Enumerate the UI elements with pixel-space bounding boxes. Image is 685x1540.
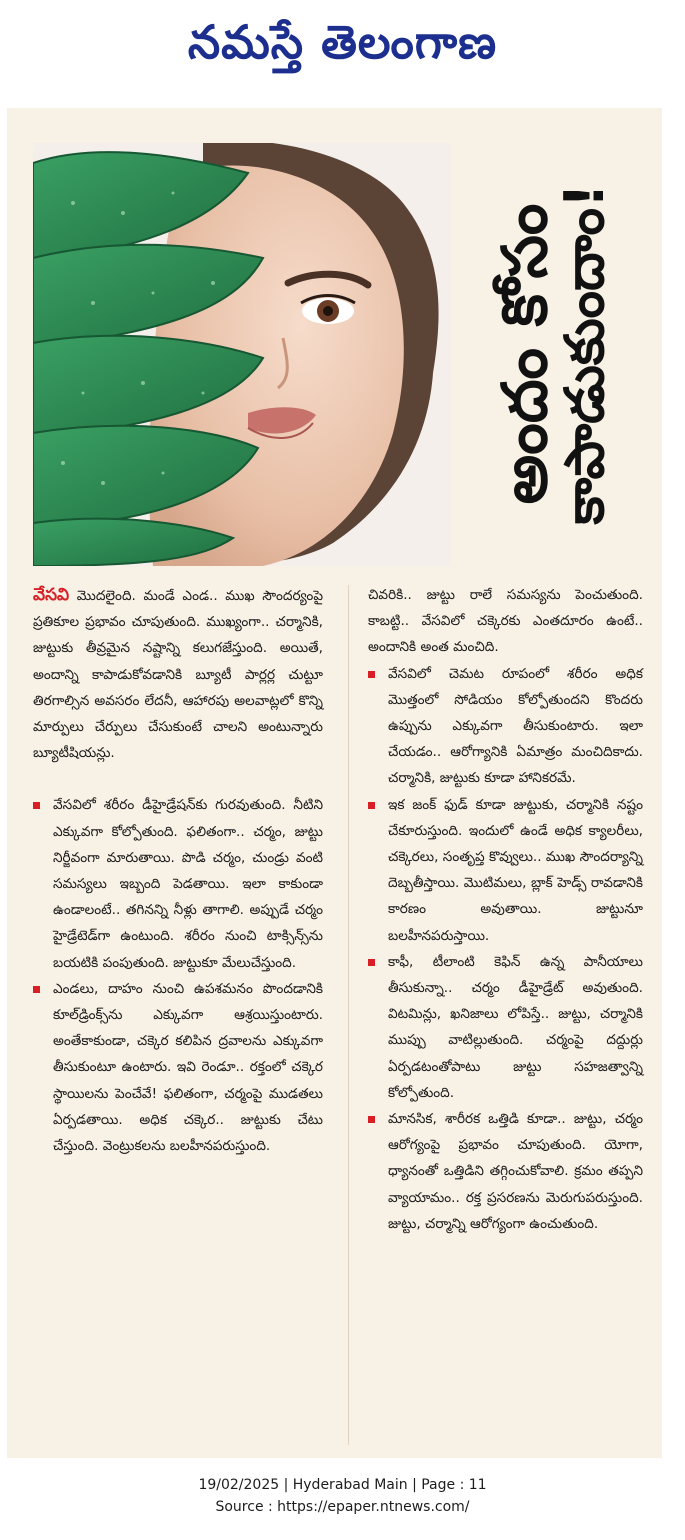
- lead-word: వేసవి: [33, 585, 70, 605]
- intro-text: మొదలైంది. మండే ఎండ.. ముఖ సౌందర్యంపై ప్రతికూల ప్రభావం చూపుతుంది. ముఖ్యంగా.. చర్మానికి, జుట్టుకు తీవ్రమైన నష్టాన్ని కలుగజేస్తుంది. అయితే, అందాన్ని కాపాడుకోవడానికి బ్యూటీ పార్లర్ల చుట్టూ తిరగాల్సిన అవసరం లేదనీ, ఆహారపు అలవాట్లలో కొన్ని మార్పులు చేర్పులు చేసుకుంటే చాలని అంటున్నారు బ్యూటీషియన్లు.: [33, 588, 323, 762]
- column-divider: [348, 585, 349, 1445]
- headline-line-2: కాపాడుకుందాం!: [553, 183, 617, 525]
- bullet-paragraph: ఇక జంక్ ఫుడ్ కూడా జుట్టుకు, చర్మానికి నష్టం చేకూరుస్తుంది. ఇందులో ఉండే అధిక క్యాలరీలు, చక్కెరలు, సంతృప్త కొవ్వులు.. ముఖ సౌందర్యాన్ని దెబ్బతీస్తాయి. మొటిమలు, బ్లాక్ హెడ్స్ రావడానికి కారణం అవుతాయి. జుట్టునూ బలహీనపరుస్తాయి.: [368, 792, 643, 949]
- headline-line-1: అందం కోసం: [488, 203, 562, 505]
- bullet-paragraph: వేసవిలో చెమట రూపంలో శరీరం అధిక మొత్తంలో సోడియం కోల్పోతుందని కొందరు ఉప్పును ఎక్కువగా తీసుకుంటారు. ఇలా చేయడం.. ఆరోగ్యానికి ఏమాత్రం మంచిదికాదు. చర్మానికి, జుట్టుకు కూడా హానికరమే.: [368, 661, 643, 792]
- article-column-right: [368, 582, 643, 1237]
- article-photo: [33, 143, 451, 566]
- bullet-paragraph: ఎండలు, దాహం నుంచి ఉపశమనం పొందడానికి కూల్‌డ్రింక్స్‌ను ఎక్కువగా ఆశ్రయిస్తుంటారు. అంతేకాకుండా, చక్కెర కలిపిన ద్రవాలను ఎక్కువగా తీసుకుంటూ ఉంటారు. ఇవి రెండూ.. రక్తంలో చక్కెర స్థాయిలను పెంచేవే! ఫలితంగా, చర్మంపై ముడతలు ఏర్పడతాయి. అధిక చక్కెర.. జుట్టుకు చేటు చేస్తుంది. వెంట్రుకలను బలహీనపరుస్తుంది.: [33, 976, 323, 1159]
- bullet-paragraph: వేసవిలో శరీరం డీహైడ్రేషన్‌కు గురవుతుంది. నీటిని ఎక్కువగా కోల్పోతుంది. ఫలితంగా.. చర్మం, జుట్టు నిర్జీవంగా మారుతాయి. పొడి చర్మం, చుండ్రు వంటి సమస్యలు ఇబ్బంది పెడతాయి. ఇలా కాకుండా ఉండాలంటే.. తగినన్ని నీళ్లు తాగాలి. అప్పుడే చర్మం హైడ్రేటెడ్‌గా ఉంటుంది. శరీరం నుంచి టాక్సిన్స్‌ను బయటికి పంపుతుంది. జుట్టుకూ మేలుచేస్తుంది.: [33, 792, 323, 975]
- article-column-left: [33, 582, 323, 1159]
- bullet-paragraph: కాఫీ, టీలాంటి కెఫిన్ ఉన్న పానీయాలు తీసుకున్నా.. చర్మం డీహైడ్రేట్ అవుతుంది. విటమిన్లు, ఖనిజాలు లోపిస్తే.. జుట్టు, చర్మానికి ముప్పు వాటిల్లుతుంది. చర్మంపై దద్దుర్లు ఏర్పడటంతోపాటు జుట్టు సహజత్వాన్ని కోల్పోతుంది.: [368, 949, 643, 1106]
- headline: [458, 138, 648, 570]
- continuation-paragraph: చివరికి.. జుట్టు రాలే సమస్యను పెంచుతుంది. కాబట్టి.. వేసవిలో చక్కెరకు ఎంతదూరం ఉంటే.. అందానికి అంత మంచిది.: [368, 587, 643, 656]
- bullet-paragraph: మానసిక, శారీరక ఒత్తిడి కూడా.. జుట్టు, చర్మం ఆరోగ్యంపై ప్రభావం చూపుతుంది. యోగా, ధ్యానంతో ఒత్తిడిని తగ్గించుకోవాలి. క్రమం తప్పని వ్యాయామం.. రక్త ప్రసరణను మెరుగుపరుస్తుంది. జుట్టు, చర్మాన్ని ఆరోగ్యంగా ఉంచుతుంది.: [368, 1106, 643, 1237]
- article-intro: [33, 582, 323, 766]
- page-footer: [0, 1474, 685, 1518]
- masthead: [0, 0, 685, 96]
- woman-with-leaf-image: [33, 143, 451, 566]
- footer-date-edition: 19/02/2025 | Hyderabad Main | Page : 11: [198, 1477, 487, 1493]
- footer-source: Source : https://epaper.ntnews.com/: [215, 1499, 470, 1515]
- newspaper-logo-title: నమస్తే తెలంగాణ: [187, 15, 498, 69]
